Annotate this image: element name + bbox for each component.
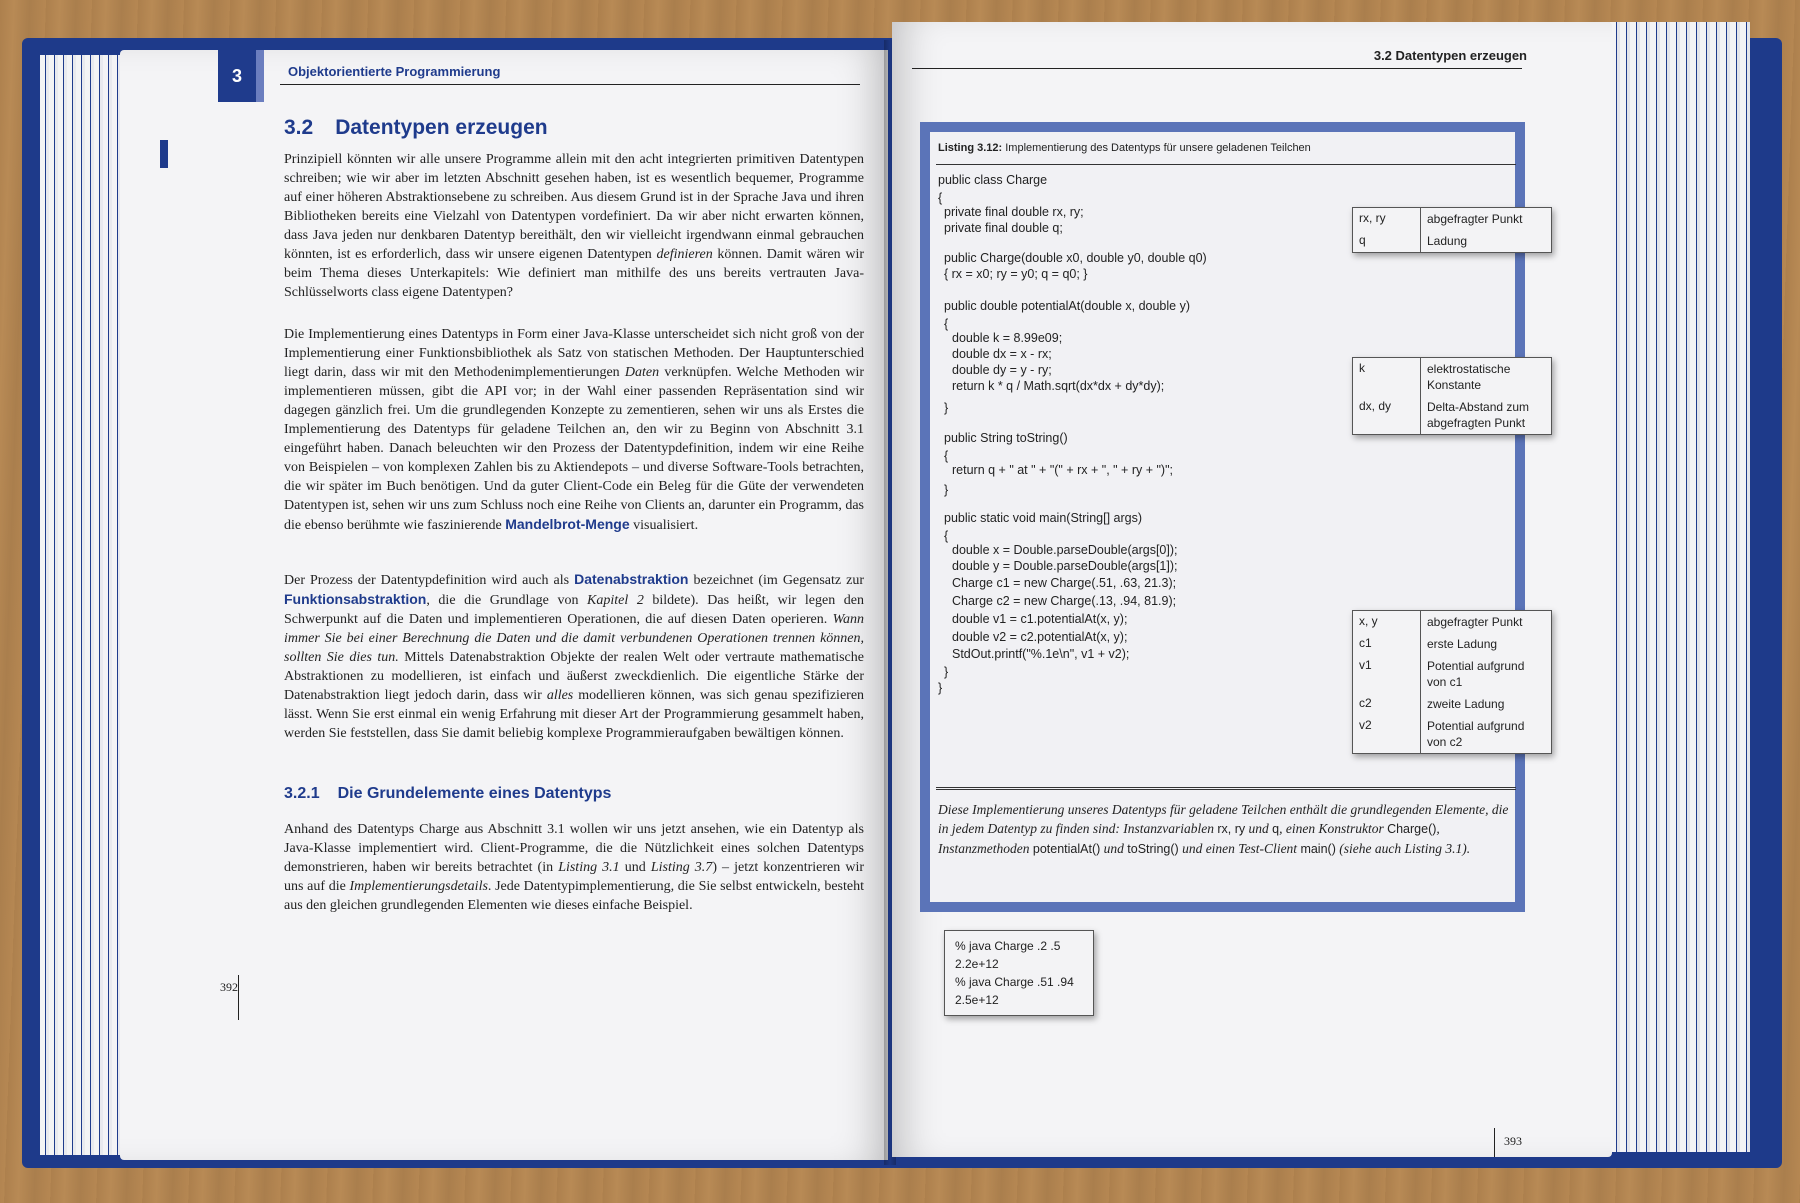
keyword-term: Funktionsabstraktion: [284, 591, 427, 607]
emphasis: Wann immer Sie bei einer Berechnung die Daten und die damit verbundenen Operationen trennen können, sollten Sie dies tun.: [284, 612, 864, 665]
annotation-value: Ladung: [1427, 234, 1468, 248]
subsection-number: 3.2.1: [284, 785, 320, 802]
code-term: toString(): [1127, 842, 1179, 856]
code-line: double v1 = c1.potentialAt(x, y);: [952, 612, 1128, 626]
text: , einen Konstruktor: [1279, 821, 1384, 836]
code-term: rx, ry: [1217, 822, 1246, 836]
page-number: 392: [220, 980, 238, 994]
text: Diese Implementierung unseres Datentyps für geladene Teilchen enthält die grundlegenden Elemente, die in jedem Datentyp zu finden sind: Instanzvariablen: [938, 802, 1509, 836]
code-term: Charge(): [1387, 822, 1437, 836]
listing-caption: [938, 800, 1518, 859]
code-line: }: [944, 665, 949, 679]
section-number: 3.2: [284, 116, 314, 139]
code-line: Charge c1 = new Charge(.51, .63, 21.3);: [952, 576, 1177, 590]
annotation-key: c1: [1353, 633, 1421, 655]
annotation-box-potential: [1352, 357, 1552, 435]
code-line: }: [938, 681, 943, 695]
code-line: StdOut.printf("%.1e\n", v1 + v2);: [952, 647, 1130, 661]
code-line: double dy = y - ry;: [952, 363, 1052, 377]
code-line: public static void main(String[] args): [944, 511, 1142, 525]
code-line: private final double q;: [944, 221, 1063, 235]
annotation-value: abgefragter Punkt: [1427, 615, 1523, 629]
annotation-key: x, y: [1353, 611, 1421, 633]
text: modellieren können, was sich genau spezifizieren lässt. Wenn Sie erst einmal ein wenig Erfahrung mit dieser Art der Programmierung gesammelt haben, werden Sie feststellen, dass Sie damit beliebig komplexe Programmieraufgaben bewältigen können.: [284, 688, 865, 741]
text: Prinzipiell könnten wir alle unsere Programme allein mit den acht integrierten primitiven Datentypen schreiben; wie wir aber im letzten Abschnitt gesehen haben, ist es wesentlich bequemer, Programme auf einer höheren Abstraktionsebene zu schreiben. Aus diesem Grund ist in der Sprache Java und ihren Bibliotheken bereits eine Vielzahl von Datentypen vordefiniert. Da wir aber nicht erwarten können, dass Java jeden nur denkbaren Datentyp bereithält, den wir vielleicht irgendwann einmal gebrauchen könnten, ist es erforderlich, dass wir unsere eigenen Datentypen: [284, 152, 864, 262]
annotation-key: rx, ry: [1353, 208, 1421, 230]
code-line: public Charge(double x0, double y0, double q0): [944, 251, 1207, 265]
annotation-row: [1353, 715, 1551, 753]
code-line: { rx = x0; ry = y0; q = q0; }: [944, 267, 1088, 281]
annotation-row: [1353, 396, 1551, 434]
output-line: 2.2e+12: [955, 957, 999, 971]
console-output: [944, 930, 1094, 1016]
text: können. Damit wären wir beim Thema dieses Unterkapitels: Wie definiert man mithilfe des uns bereits vertrauten Java-Schlüsselworts class eigene Datentypen?: [284, 247, 864, 300]
listing-title: [938, 142, 1311, 154]
annotation-row: [1353, 633, 1551, 655]
text: und: [1103, 841, 1124, 856]
running-head: Objektorientierte Programmierung: [288, 64, 501, 79]
code-term: potentialAt(): [1032, 842, 1101, 856]
annotation-row: [1353, 693, 1551, 715]
listing-title-text: Implementierung des Datentyps für unsere geladenen Teilchen: [1005, 142, 1311, 154]
output-line: 2.5e+12: [955, 993, 999, 1007]
caption-rule: [936, 787, 1516, 790]
annotation-box-fields: [1352, 207, 1552, 253]
keyword-term: Datenabstraktion: [574, 571, 689, 587]
text: Der Prozess der Datentypdefinition wird auch als: [284, 573, 570, 588]
code-line: }: [944, 483, 949, 497]
text: Mittels Datenabstraktion Objekte der realen Welt oder vertraute mathematische Abstraktionen zu modellieren, ist einfach und äußerst zweckdienlich. Die eigentliche Stärke der Datenabstraktion liegt jedoch darin, dass wir: [284, 650, 864, 703]
annotation-value: Potential aufgrund von c2: [1427, 719, 1525, 749]
listing-rule: [936, 164, 1516, 165]
annotation-value: abgefragter Punkt: [1427, 212, 1523, 226]
text: Anhand des Datentyps Charge aus Abschnitt 3.1 wollen wir uns jetzt ansehen, wie ein Datentyp als Java-Klasse implementiert wird. Client-Programme, die die Nützlichkeit eines solchen Datentyps demonstrieren, haben wir bereits betrachtet (in: [284, 822, 864, 875]
subsection-heading: [284, 785, 611, 803]
annotation-box-main: [1352, 610, 1552, 754]
chapter-tab-stripe: [256, 50, 264, 102]
annotation-row: [1353, 611, 1551, 633]
page-stack-right: [1600, 22, 1750, 1152]
annotation-key: q: [1353, 230, 1421, 252]
chapter-tab: 3: [218, 50, 256, 102]
emphasis: Listing 3.7: [650, 860, 713, 875]
annotation-key: c2: [1353, 693, 1421, 715]
text: visualisiert.: [633, 518, 699, 533]
annotation-value: Delta-Abstand zum abgefragten Punkt: [1427, 400, 1530, 430]
code-line: return k * q / Math.sqrt(dx*dx + dy*dy);: [952, 379, 1165, 393]
emphasis: Kapitel 2: [587, 593, 644, 608]
emphasis: alles: [546, 688, 574, 703]
running-head: 3.2 Datentypen erzeugen: [1373, 48, 1527, 63]
code-line: {: [944, 449, 949, 463]
code-term: main(): [1300, 842, 1336, 856]
text: und: [624, 860, 646, 875]
text: Die Implementierung eines Datentyps in Form einer Java-Klasse unterscheidet sich nicht groß von der Implementierung einer Funktionsbibliothek als Satz von statischen Methoden. Der Hauptunterschied liegt darin, dass wir mit den Methodenimplementierungen: [284, 327, 864, 380]
code-line: public String toString(): [944, 431, 1068, 445]
code-line: double y = Double.parseDouble(args[1]);: [952, 559, 1178, 573]
emphasis: Implementierungsdetails: [349, 879, 488, 894]
annotation-key: v2: [1353, 715, 1421, 753]
code-line: {: [944, 529, 949, 543]
output-line: % java Charge .51 .94: [955, 975, 1074, 989]
code-line: double k = 8.99e09;: [952, 331, 1063, 345]
text: , die die Grundlage von: [426, 593, 579, 608]
paragraph-implementation: [284, 325, 864, 535]
keyword-term: Mandelbrot-Menge: [505, 516, 630, 532]
page-number: 393: [1504, 1134, 1522, 1148]
text: . Jede Datentypimplementierung, die Sie selbst entwickeln, besteht aus den gleichen grundlegenden Elementen wie dieses einfache Beispiel.: [284, 879, 864, 913]
section-marker: [160, 140, 168, 168]
emphasis: Daten: [624, 365, 660, 380]
code-line: Charge c2 = new Charge(.13, .94, 81.9);: [952, 594, 1177, 608]
annotation-row: [1353, 230, 1551, 252]
header-rule: [280, 84, 860, 85]
code-line: double dx = x - rx;: [952, 347, 1052, 361]
code-line: return q + " at " + "(" + rx + ", " + ry + ")";: [952, 463, 1173, 477]
code-line: {: [938, 191, 943, 205]
annotation-row: [1353, 208, 1551, 230]
paragraph-intro: [284, 150, 864, 302]
section-title: Datentypen erzeugen: [335, 116, 548, 139]
annotation-value: erste Ladung: [1427, 637, 1498, 651]
page-number-rule: [1494, 1128, 1495, 1157]
paragraph-abstraction: [284, 570, 864, 743]
text: bildete). Das heißt, wir legen den Schwerpunkt auf die Daten und implementieren Operationen, die auf diesen Daten operieren.: [284, 593, 864, 627]
text: (siehe auch Listing 3.1).: [1339, 841, 1471, 856]
annotation-row: [1353, 358, 1551, 396]
annotation-key: k: [1353, 358, 1421, 396]
right-page: [892, 22, 1612, 1157]
text: , Instanzmethoden: [938, 821, 1440, 856]
text: und einen Test-Client: [1182, 841, 1298, 856]
text: verknüpfen. Welche Methoden wir implementieren müssen, gibt die API vor; in der Wahl einer passenden Repräsentation sind wir dagegen gänzlich frei. Um die grundlegenden Konzepte zu zementieren, sehen wir uns als Erstes die Implementierung des Datentyps für geladene Teilchen an, den wir zu Beginn von Abschnitt 3.1 eingeführt haben. Danach beleuchten wir den Prozess der Datentypdefinition, indem wir eine Reihe von Beispielen – von komplexen Zahlen bis zu Aktiendepots – und diverse Software-Tools betrachten, die wir später im Buch benötigen. Und da guter Client-Code ein Beleg für die Güte der verwendeten Datentypen ist, sehen wir uns zum Schluss noch eine Reihe von Clients an, darunter ein Programm, das die ebenso berühmte wie faszinierende: [284, 365, 865, 533]
annotation-value: Potential aufgrund von c1: [1427, 659, 1525, 689]
code-line: public double potentialAt(double x, double y): [944, 299, 1191, 313]
emphasis: Listing 3.1: [558, 860, 620, 875]
page-number-rule: [238, 975, 239, 1020]
code-line: double x = Double.parseDouble(args[0]);: [952, 543, 1178, 557]
annotation-key: dx, dy: [1353, 396, 1421, 434]
annotation-key: v1: [1353, 655, 1421, 693]
annotation-value: zweite Ladung: [1427, 697, 1505, 711]
subsection-title: Die Grundelemente eines Datentyps: [337, 785, 612, 802]
code-line: }: [944, 401, 949, 415]
listing-label: Listing 3.12:: [938, 142, 1003, 154]
section-heading: [284, 116, 548, 140]
output-line: % java Charge .2 .5: [955, 939, 1061, 953]
code-term: q: [1272, 822, 1280, 836]
left-page: [120, 50, 888, 1160]
text: und: [1248, 821, 1269, 836]
code-line: public class Charge: [938, 173, 1048, 187]
annotation-value: elektrostatische Konstante: [1427, 362, 1511, 392]
code-line: private final double rx, ry;: [944, 205, 1084, 219]
code-line: double v2 = c2.potentialAt(x, y);: [952, 630, 1128, 644]
text: bezeichnet (im Gegensatz zur: [693, 573, 865, 588]
code-line: {: [944, 317, 949, 331]
paragraph-basic-elements: [284, 820, 864, 915]
emphasis: definieren: [656, 247, 713, 262]
text: ) – jetzt konzentrieren wir uns auf die: [284, 860, 864, 894]
header-rule: [912, 68, 1522, 69]
annotation-row: [1353, 655, 1551, 693]
